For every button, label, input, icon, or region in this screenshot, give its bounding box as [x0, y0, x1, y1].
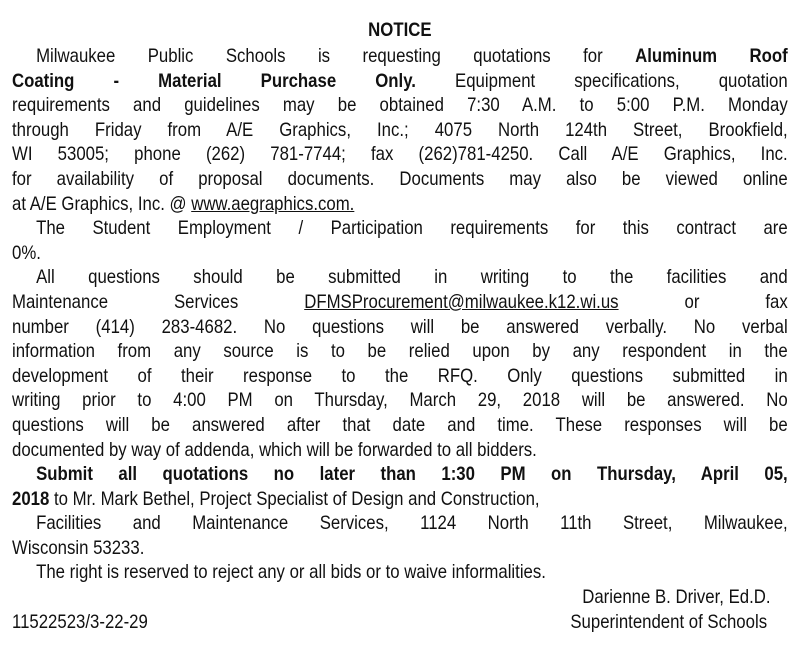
paragraph-submission: [12, 462, 788, 560]
signature-title: Superintendent of Schools: [570, 610, 768, 633]
signature-name: Darienne B. Driver, Ed.D.: [582, 586, 771, 609]
signature-footer: [12, 610, 788, 635]
text-line: [12, 192, 788, 217]
notice-title: NOTICE: [368, 19, 432, 41]
text-line: writing prior to 4:00 PM on Thursday, March 29, 2018 will be answered. No: [12, 389, 788, 412]
reference-number: 11522523/3-22-29: [12, 610, 148, 633]
text-line: documented by way of addenda, which will be forwarded to all bidders.: [12, 438, 537, 461]
paragraph-quotation-request: [12, 44, 788, 216]
text-line: WI 53005; phone (262) 781-7744; fax (262)781-4250. Call A/E Graphics, Inc.: [12, 143, 788, 166]
submission-deadline: Submit all quotations no later than 1:30 PM on Thursday, April 05,: [36, 463, 788, 486]
text-line: All questions should be submitted in writing to the facilities and: [36, 266, 788, 289]
project-name-cont: Coating - Material Purchase Only.: [12, 69, 416, 92]
text-line: number (414) 283-4682. No questions will be answered verbally. No verbal: [12, 315, 788, 338]
text-line: through Friday from A/E Graphics, Inc.; 4075 North 124th Street, Brookfield,: [12, 118, 788, 141]
text-line: 0%.: [12, 241, 41, 264]
paragraph-rights-reserved: The right is reserved to reject any or all bids or to waive informalities.: [36, 561, 546, 584]
text-span: or fax: [618, 290, 788, 313]
deadline-year: 2018: [12, 487, 50, 510]
text-line: questions will be answered after that date and time. These responses will be: [12, 413, 788, 436]
text-span: at A/E Graphics, Inc. @: [12, 192, 192, 215]
email-link[interactable]: DFMSProcurement@milwaukee.k12.wi.us: [304, 290, 619, 313]
website-link[interactable]: www.aegraphics.com.: [191, 192, 355, 215]
text-line: requirements and guidelines may be obtained 7:30 A.M. to 5:00 P.M. Monday: [12, 94, 788, 117]
project-name: Aluminum Roof: [635, 45, 788, 67]
text-span: Equipment specifications, quotation: [415, 69, 788, 92]
text-line: [12, 44, 788, 69]
text-span: to Mr. Mark Bethel, Project Specialist of Design and Construction,: [49, 487, 540, 510]
text-span: Milwaukee Public Schools is requesting quotations for: [36, 45, 636, 67]
notice-document: [12, 18, 788, 634]
text-line: Facilities and Maintenance Services, 1124 North 11th Street, Milwaukee,: [36, 512, 788, 535]
text-line: Wisconsin 53233.: [12, 536, 145, 559]
paragraph-questions: [12, 265, 788, 462]
text-line: [12, 69, 788, 94]
text-line: for availability of proposal documents. Documents may also be viewed online: [12, 167, 788, 190]
text-line: The Student Employment / Participation requirements for this contract are: [36, 217, 788, 240]
text-line: [12, 487, 788, 512]
paragraph-participation: [12, 216, 788, 265]
text-span: Maintenance Services: [12, 290, 305, 313]
text-line: development of their response to the RFQ. Only questions submitted in: [12, 364, 788, 387]
text-line: information from any source is to be relied upon by any respondent in the: [12, 340, 788, 363]
text-line: [12, 290, 788, 315]
